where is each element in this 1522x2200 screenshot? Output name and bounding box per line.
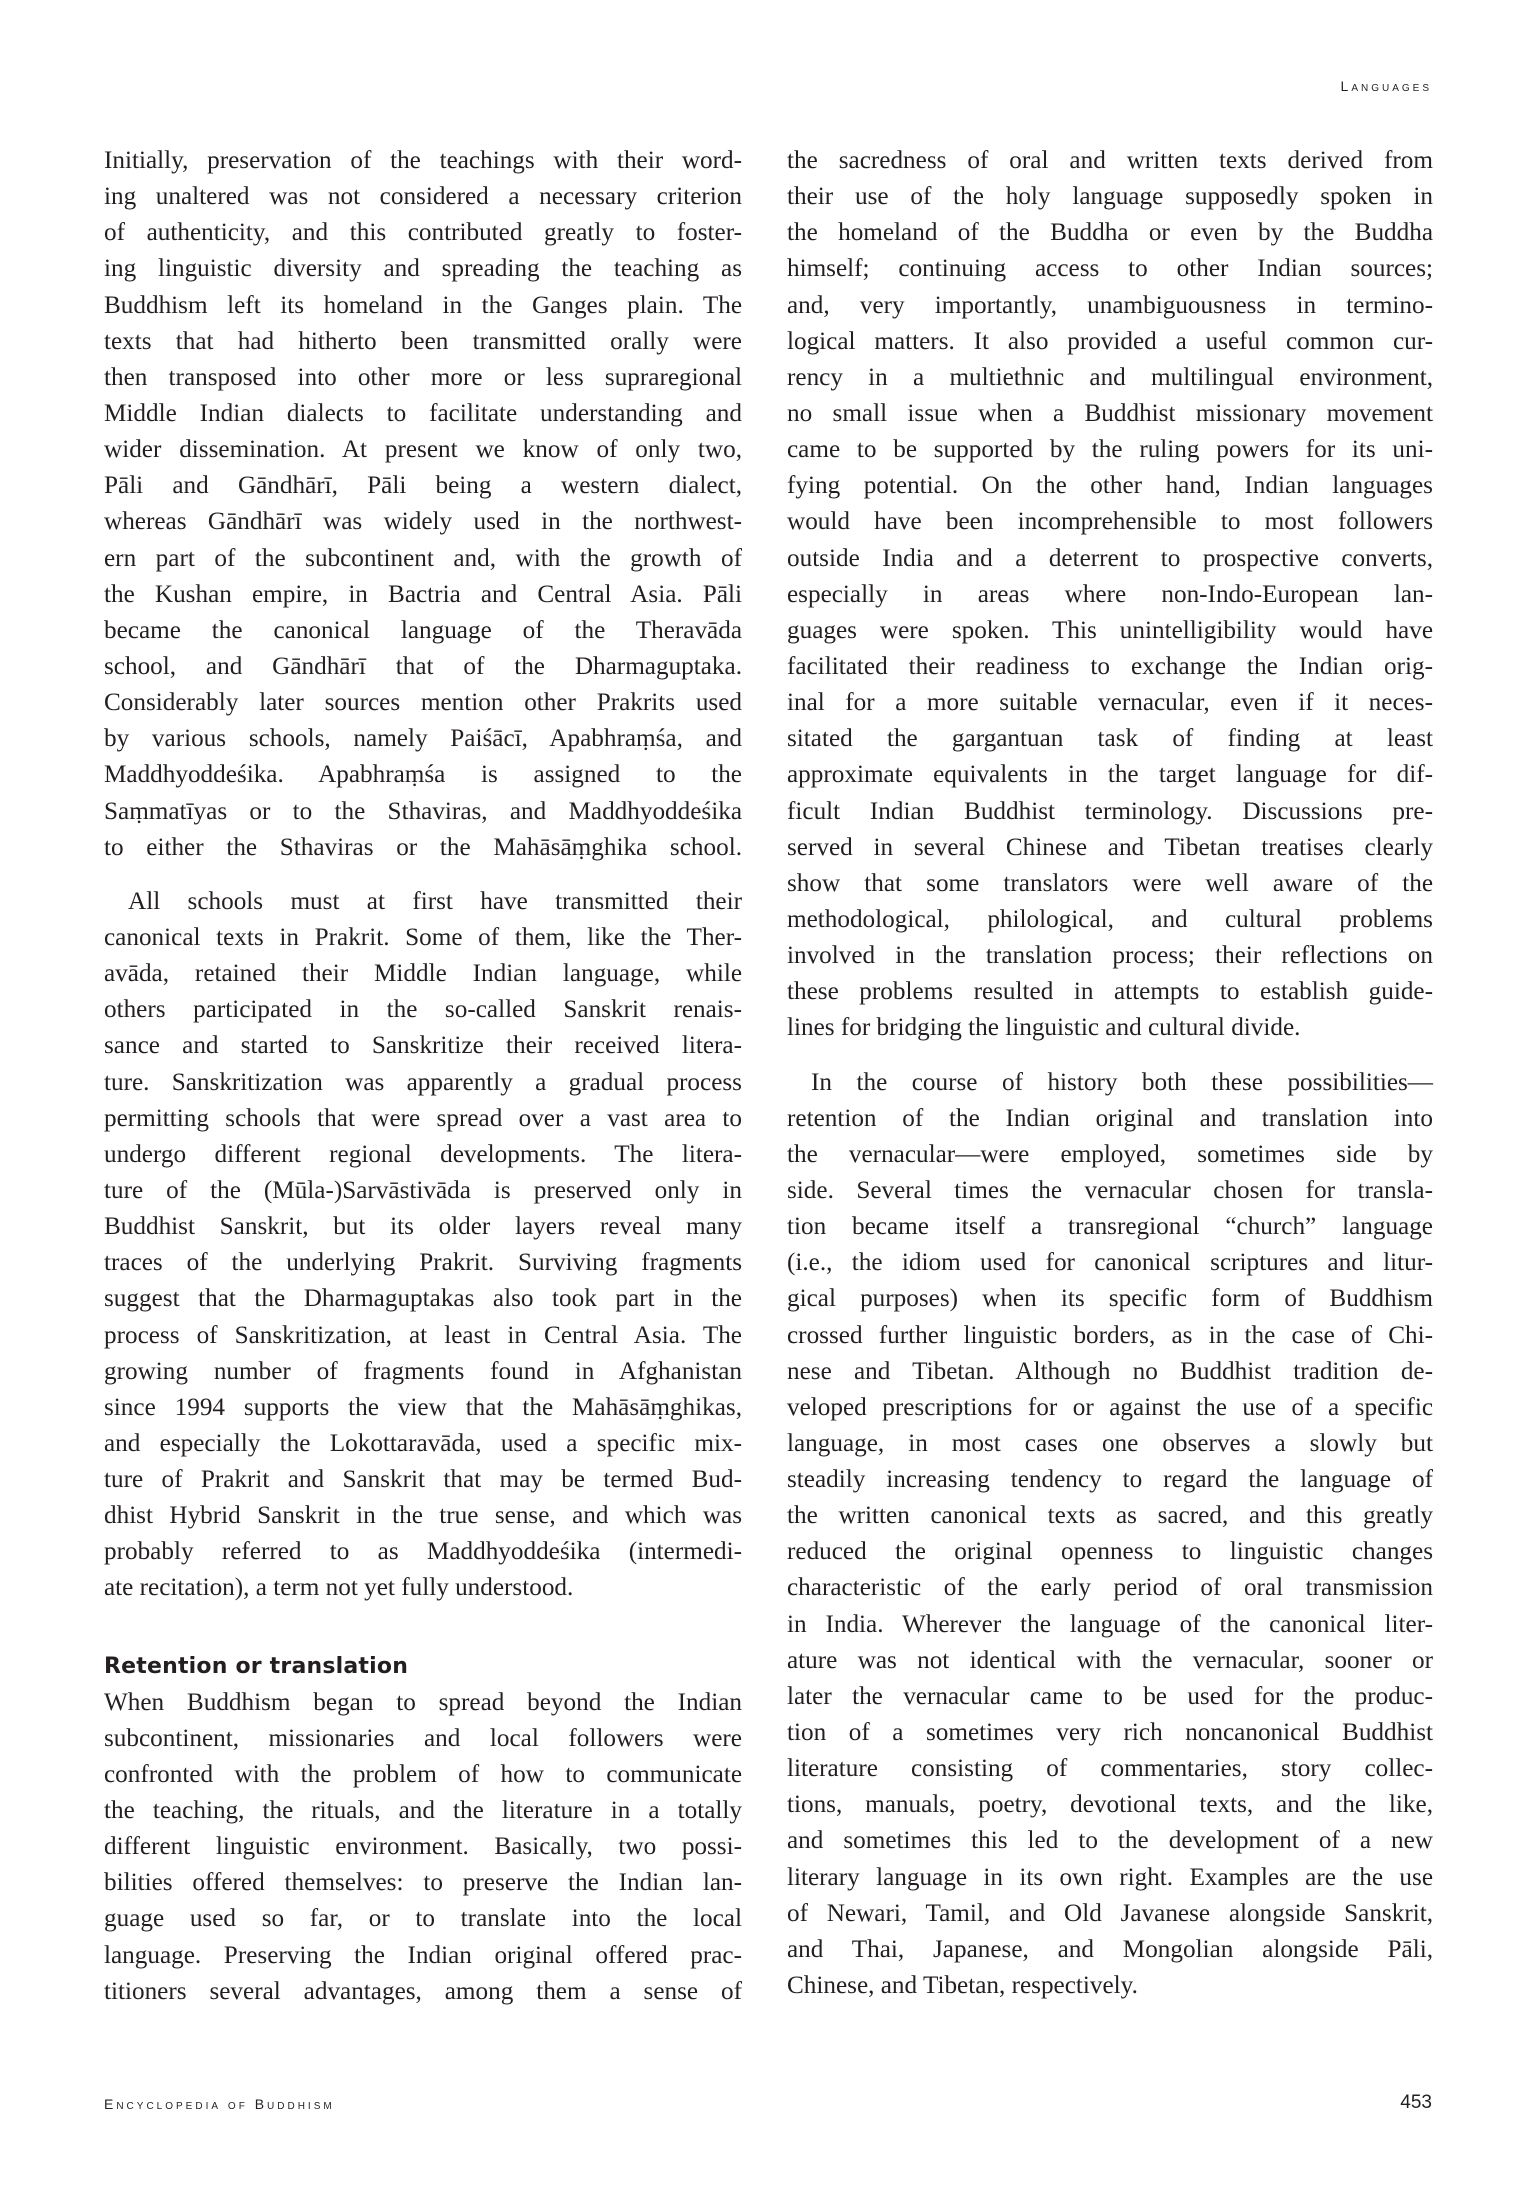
text-line: dhist Hybrid Sanskrit in the true sense, and which was xyxy=(104,1502,742,1530)
text-line: language, in most cases one observes a slowly but xyxy=(787,1429,1433,1457)
text-line: ature was not identical with the vernacular, sooner or xyxy=(787,1646,1433,1674)
text-line: language. Preserving the Indian original offered prac- xyxy=(104,1941,742,1969)
text-line: wider dissemination. At present we know of only two, xyxy=(104,436,742,464)
text-line: gical purposes) when its specific form of Buddhism xyxy=(787,1285,1433,1313)
text-line: of Newari, Tamil, and Old Javanese alongside Sanskrit, xyxy=(787,1899,1433,1927)
right-column xyxy=(787,143,1433,2004)
section-heading: Retention or translation xyxy=(104,1653,409,1679)
text-line: traces of the underlying Prakrit. Surviving fragments xyxy=(104,1249,742,1277)
text-line: crossed further linguistic borders, as in the case of Chi- xyxy=(787,1321,1433,1349)
text-line: outside India and a deterrent to prospective converts, xyxy=(787,544,1433,572)
text-line: ture of Prakrit and Sanskrit that may be termed Bud- xyxy=(104,1466,742,1494)
text-line: the sacredness of oral and written texts derived from xyxy=(787,147,1433,174)
text-line: the written canonical texts as sacred, and this greatly xyxy=(787,1502,1433,1530)
text-line: Buddhist Sanskrit, but its older layers reveal many xyxy=(104,1213,742,1241)
text-line: especially in areas where non-Indo-European lan- xyxy=(787,580,1433,608)
text-line: ing linguistic diversity and spreading the teaching as xyxy=(104,255,742,283)
paragraph xyxy=(104,1685,742,2010)
text-line: undergo different regional developments. The litera- xyxy=(104,1140,742,1168)
text-line: Buddhism left its homeland in the Ganges plain. The xyxy=(104,291,742,319)
text-line: Chinese, and Tibetan, respectively. xyxy=(787,1972,1138,2000)
text-line: reduced the original openness to linguistic changes xyxy=(787,1538,1433,1566)
text-line: no small issue when a Buddhist missionary movement xyxy=(787,399,1433,427)
text-line: veloped prescriptions for or against the use of a specific xyxy=(787,1393,1433,1421)
text-line: titioners several advantages, among them a sense of xyxy=(104,1977,742,2005)
text-line: nese and Tibetan. Although no Buddhist tradition de- xyxy=(787,1357,1433,1385)
text-line: Middle Indian dialects to facilitate understanding and xyxy=(104,399,742,427)
text-line: the Kushan empire, in Bactria and Central Asia. Pāli xyxy=(104,580,742,608)
running-head xyxy=(1341,78,1432,94)
text-line: ficult Indian Buddhist terminology. Discussions pre- xyxy=(787,797,1433,825)
text-line: sitated the gargantuan task of finding at least xyxy=(787,725,1433,753)
text-line: ing unaltered was not considered a necessary criterion xyxy=(104,183,742,211)
text-line: others participated in the so-called Sanskrit renais- xyxy=(104,996,742,1024)
text-line: school, and Gāndhārī that of the Dharmaguptaka. xyxy=(104,652,742,680)
text-line: later the vernacular came to be used for the produc- xyxy=(787,1682,1433,1710)
text-line: Considerably later sources mention other Prakrits used xyxy=(104,689,742,717)
text-line: Maddhyoddeśika. Apabhraṃśa is assigned to the xyxy=(104,761,742,789)
text-line: avāda, retained their Middle Indian language, while xyxy=(104,960,742,988)
publication-title: Encyclopedia of Buddhism xyxy=(104,2096,335,2112)
text-line: Saṃmatīyas or to the Sthaviras, and Maddhyoddeśika xyxy=(104,797,742,825)
text-line: steadily increasing tendency to regard the language of xyxy=(787,1466,1433,1494)
paragraph xyxy=(787,1065,1433,2005)
text-line: sance and started to Sanskritize their received litera- xyxy=(104,1032,742,1060)
text-line: and Thai, Japanese, and Mongolian alongside Pāli, xyxy=(787,1935,1433,1963)
text-line: the teaching, the rituals, and the literature in a totally xyxy=(104,1797,742,1825)
paragraph xyxy=(104,884,742,1607)
page-number: 453 xyxy=(1400,2092,1432,2113)
text-line: bilities offered themselves: to preserve the Indian lan- xyxy=(104,1869,742,1897)
text-line: the vernacular—were employed, sometimes side by xyxy=(787,1140,1433,1168)
text-line: probably referred to as Maddhyoddeśika (intermedi- xyxy=(104,1538,742,1566)
text-line: of authenticity, and this contributed greatly to foster- xyxy=(104,219,742,247)
text-line: literary language in its own right. Examples are the use xyxy=(787,1863,1433,1891)
text-line: When Buddhism began to spread beyond the Indian xyxy=(104,1688,742,1716)
text-line: then transposed into other more or less supraregional xyxy=(104,363,742,391)
text-line: ture of the (Mūla-)Sarvāstivāda is preserved only in xyxy=(104,1176,742,1204)
text-line: since 1994 supports the view that the Mahāsāṃghikas, xyxy=(104,1393,742,1421)
text-line: different linguistic environment. Basically, two possi- xyxy=(104,1833,742,1861)
text-line: In the course of history both these possibilities— xyxy=(811,1068,1433,1096)
text-line: and, very importantly, unambiguousness in termino- xyxy=(787,291,1433,319)
text-line: methodological, philological, and cultural problems xyxy=(787,905,1433,933)
text-line: guage used so far, or to translate into the local xyxy=(104,1905,742,1933)
text-line: ern part of the subcontinent and, with the growth of xyxy=(104,544,742,572)
text-line: characteristic of the early period of oral transmission xyxy=(787,1574,1433,1602)
paragraph xyxy=(787,143,1433,1047)
text-line: the homeland of the Buddha or even by the Buddha xyxy=(787,219,1433,247)
text-line: literature consisting of commentaries, story collec- xyxy=(787,1755,1433,1783)
text-line: confronted with the problem of how to communicate xyxy=(104,1760,742,1788)
text-line: and sometimes this led to the development of a new xyxy=(787,1827,1433,1855)
text-line: involved in the translation process; their reflections on xyxy=(787,942,1433,970)
text-line: canonical texts in Prakrit. Some of them, like the Ther- xyxy=(104,923,742,951)
paragraph xyxy=(104,143,742,866)
text-line: and especially the Lokottaravāda, used a specific mix- xyxy=(104,1429,742,1457)
text-line: lines for bridging the linguistic and cultural divide. xyxy=(787,1014,1301,1042)
text-line: to either the Sthaviras or the Mahāsāṃghika school. xyxy=(104,833,742,861)
text-line: rency in a multiethnic and multilingual environment, xyxy=(787,363,1433,391)
footer-publication xyxy=(104,2096,335,2112)
text-line: side. Several times the vernacular chosen for transla- xyxy=(787,1176,1433,1204)
text-line: served in several Chinese and Tibetan treatises clearly xyxy=(787,833,1433,861)
text-line: Initially, preservation of the teachings with their word- xyxy=(104,147,742,174)
text-line: tions, manuals, poetry, devotional texts, and the like, xyxy=(787,1791,1433,1819)
text-line: himself; continuing access to other Indian sources; xyxy=(787,255,1433,283)
text-line: approximate equivalents in the target language for dif- xyxy=(787,761,1433,789)
text-line: texts that had hitherto been transmitted orally were xyxy=(104,327,742,355)
text-line: process of Sanskritization, at least in Central Asia. The xyxy=(104,1321,742,1349)
text-line: in India. Wherever the language of the canonical liter- xyxy=(787,1610,1433,1638)
text-line: tion became itself a transregional “church” language xyxy=(787,1213,1433,1241)
text-line: logical matters. It also provided a useful common cur- xyxy=(787,327,1433,355)
text-line: came to be supported by the ruling powers for its uni- xyxy=(787,436,1433,464)
text-line: tion of a sometimes very rich noncanonical Buddhist xyxy=(787,1719,1433,1747)
text-line: would have been incomprehensible to most followers xyxy=(787,508,1433,536)
text-line: became the canonical language of the Theravāda xyxy=(104,616,742,644)
text-line: ture. Sanskritization was apparently a gradual process xyxy=(104,1068,742,1096)
running-head-title: Languages xyxy=(1340,78,1432,94)
text-line: (i.e., the idiom used for canonical scriptures and litur- xyxy=(787,1249,1433,1277)
text-line: whereas Gāndhārī was widely used in the northwest- xyxy=(104,508,742,536)
text-line: permitting schools that were spread over a vast area to xyxy=(104,1104,742,1132)
text-line: All schools must at first have transmitted their xyxy=(128,887,742,915)
text-line: fying potential. On the other hand, Indian languages xyxy=(787,472,1433,500)
text-line: growing number of fragments found in Afghanistan xyxy=(104,1357,742,1385)
text-line: inal for a more suitable vernacular, even if it neces- xyxy=(787,689,1433,717)
text-line: suggest that the Dharmaguptakas also took part in the xyxy=(104,1285,742,1313)
text-line: their use of the holy language supposedly spoken in xyxy=(787,183,1433,211)
text-line: by various schools, namely Paiśācī, Apabhraṃśa, and xyxy=(104,725,742,753)
text-line: guages were spoken. This unintelligibility would have xyxy=(787,616,1433,644)
text-line: retention of the Indian original and translation into xyxy=(787,1104,1433,1132)
text-line: ate recitation), a term not yet fully understood. xyxy=(104,1574,574,1602)
text-line: these problems resulted in attempts to establish guide- xyxy=(787,978,1433,1006)
text-line: subcontinent, missionaries and local followers were xyxy=(104,1724,742,1752)
text-line: Pāli and Gāndhārī, Pāli being a western dialect, xyxy=(104,472,742,500)
text-line: facilitated their readiness to exchange the Indian orig- xyxy=(787,652,1433,680)
text-line: show that some translators were well aware of the xyxy=(787,869,1433,897)
left-column xyxy=(104,143,742,2010)
